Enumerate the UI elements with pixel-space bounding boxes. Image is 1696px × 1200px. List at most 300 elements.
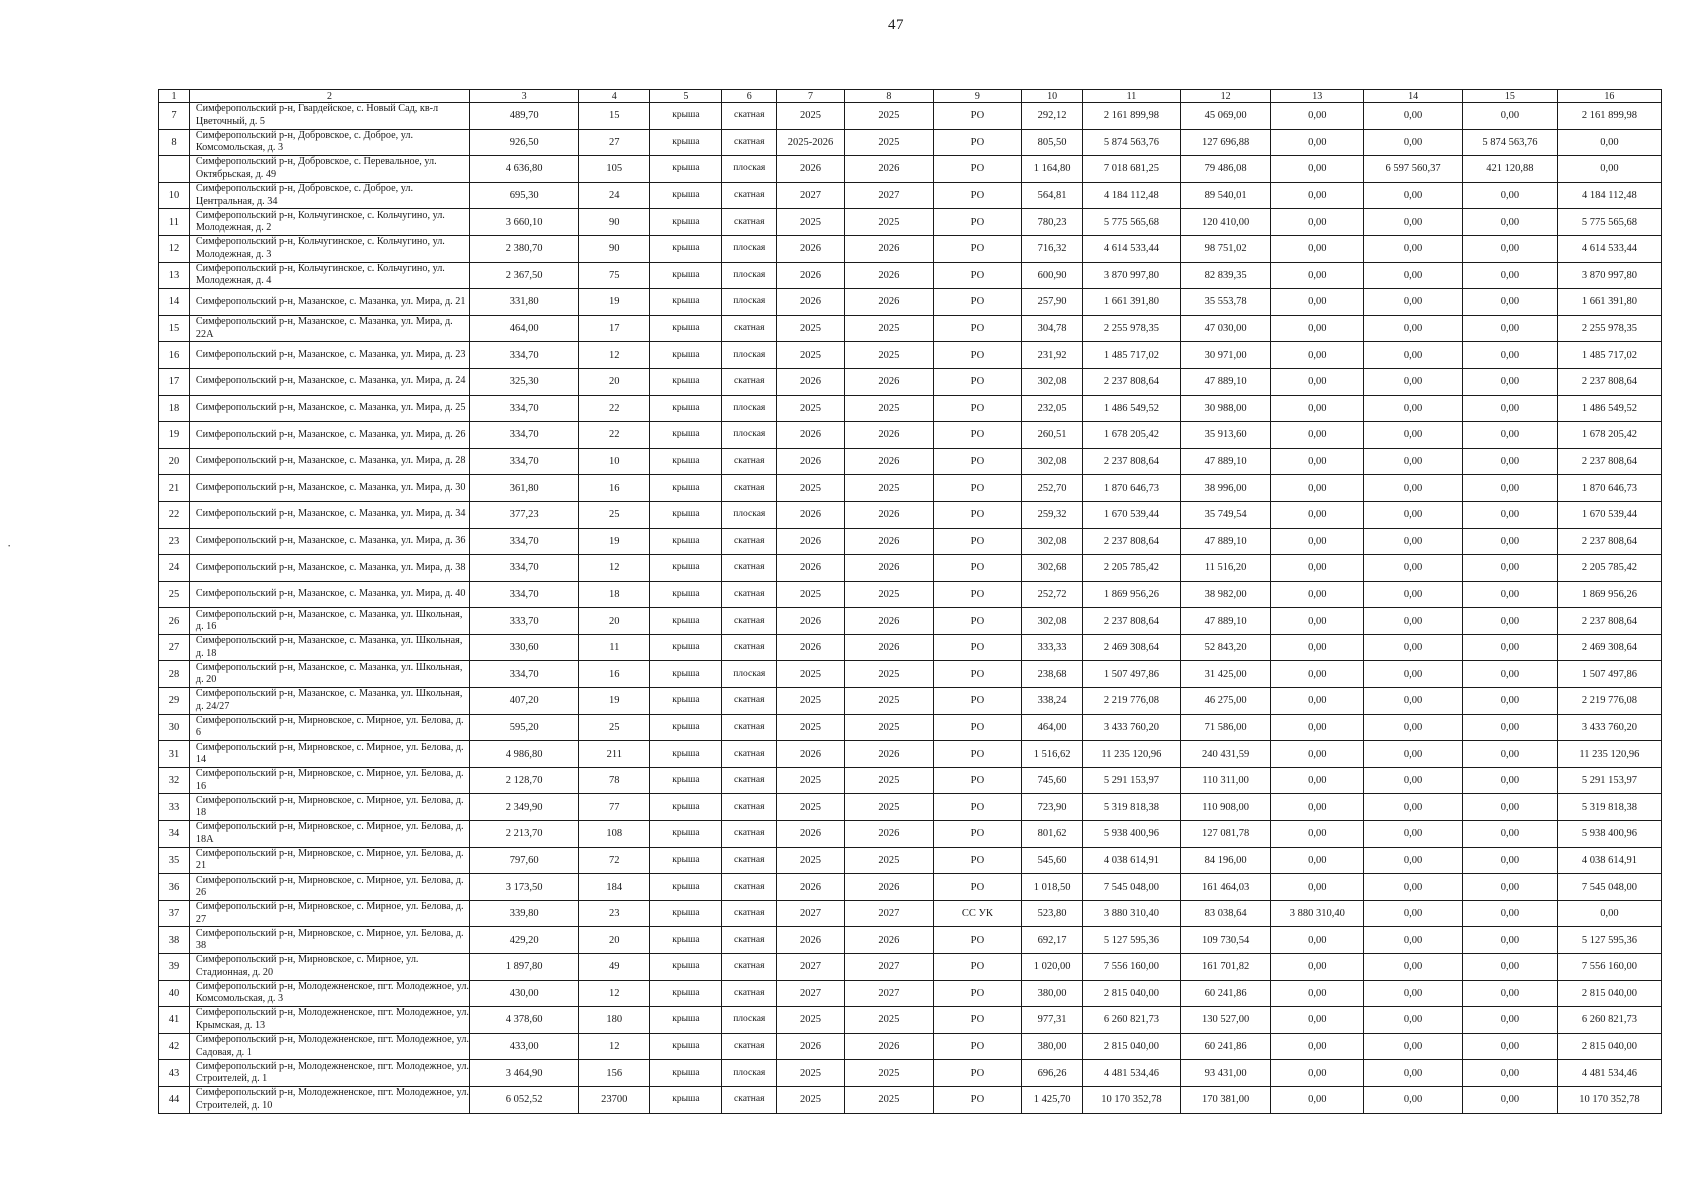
table-cell: 0,00 bbox=[1463, 741, 1558, 768]
address-cell: Симферопольский р-н, Мазанское, с. Мазанка, ул. Мира, д. 40 bbox=[189, 581, 469, 608]
table-cell: 464,00 bbox=[470, 315, 579, 342]
table-cell: 0,00 bbox=[1463, 954, 1558, 981]
table-cell: крыша bbox=[650, 475, 722, 502]
table-cell: 2026 bbox=[845, 368, 934, 395]
table-cell: крыша bbox=[650, 182, 722, 209]
address-cell: Симферопольский р-н, Мирновское, с. Мирное, ул. Белова, д. 18 bbox=[189, 794, 469, 821]
table-cell: 2026 bbox=[777, 741, 845, 768]
table-cell: 797,60 bbox=[470, 847, 579, 874]
table-cell: 0,00 bbox=[1271, 475, 1364, 502]
table-cell: РО bbox=[933, 741, 1022, 768]
table-row bbox=[159, 954, 1662, 981]
column-header: 14 bbox=[1364, 90, 1463, 103]
table-cell: крыша bbox=[650, 262, 722, 289]
table-cell: 0,00 bbox=[1271, 741, 1364, 768]
column-header: 13 bbox=[1271, 90, 1364, 103]
table-cell: 545,60 bbox=[1022, 847, 1083, 874]
table-cell: 0,00 bbox=[1463, 368, 1558, 395]
table-cell: 780,23 bbox=[1022, 209, 1083, 236]
table-cell: 38 996,00 bbox=[1180, 475, 1271, 502]
table-cell: 32 bbox=[159, 767, 190, 794]
table-cell: 2 237 808,64 bbox=[1557, 448, 1661, 475]
table-cell: 0,00 bbox=[1271, 528, 1364, 555]
table-cell: крыша bbox=[650, 448, 722, 475]
table-cell: 377,23 bbox=[470, 501, 579, 528]
address-cell: Симферопольский р-н, Мазанское, с. Мазанка, ул. Мира, д. 24 bbox=[189, 368, 469, 395]
table-cell: 15 bbox=[579, 103, 650, 130]
table-cell: 0,00 bbox=[1463, 262, 1558, 289]
table-cell: РО bbox=[933, 1007, 1022, 1034]
table-cell: 2 219 776,08 bbox=[1082, 688, 1180, 715]
table-cell: 110 311,00 bbox=[1180, 767, 1271, 794]
table-cell: 304,78 bbox=[1022, 315, 1083, 342]
table-cell: плоская bbox=[722, 262, 777, 289]
table-cell: 72 bbox=[579, 847, 650, 874]
table-cell: РО bbox=[933, 608, 1022, 635]
table-cell: 2 815 040,00 bbox=[1557, 1033, 1661, 1060]
table-cell: 7 556 160,00 bbox=[1557, 954, 1661, 981]
table-cell: 0,00 bbox=[1271, 209, 1364, 236]
table-cell: 0,00 bbox=[1364, 794, 1463, 821]
table-cell: скатная bbox=[722, 315, 777, 342]
table-cell: 339,80 bbox=[470, 900, 579, 927]
table-cell: 2025 bbox=[777, 395, 845, 422]
table-cell: 10 bbox=[579, 448, 650, 475]
table-cell: крыша bbox=[650, 847, 722, 874]
table-cell: РО bbox=[933, 475, 1022, 502]
table-cell: 2025 bbox=[845, 209, 934, 236]
table-cell: 2 469 308,64 bbox=[1557, 634, 1661, 661]
table-cell: 2027 bbox=[845, 954, 934, 981]
table-cell: 108 bbox=[579, 821, 650, 848]
table-cell: 0,00 bbox=[1463, 1033, 1558, 1060]
table-cell: 0,00 bbox=[1271, 555, 1364, 582]
table-cell: 0,00 bbox=[1271, 688, 1364, 715]
table-cell: 0,00 bbox=[1364, 634, 1463, 661]
table-cell: крыша bbox=[650, 528, 722, 555]
table-cell: 2 219 776,08 bbox=[1557, 688, 1661, 715]
column-header: 16 bbox=[1557, 90, 1661, 103]
table-cell: РО bbox=[933, 182, 1022, 209]
table-cell: скатная bbox=[722, 1086, 777, 1113]
table-cell: 2025 bbox=[777, 794, 845, 821]
table-cell: 0,00 bbox=[1364, 368, 1463, 395]
table-cell: 2025 bbox=[845, 661, 934, 688]
table-cell: 0,00 bbox=[1364, 767, 1463, 794]
table-cell: крыша bbox=[650, 103, 722, 130]
table-cell: 2025 bbox=[777, 688, 845, 715]
table-cell: 79 486,08 bbox=[1180, 156, 1271, 183]
table-cell: скатная bbox=[722, 448, 777, 475]
table-cell: 35 749,54 bbox=[1180, 501, 1271, 528]
table-cell: 93 431,00 bbox=[1180, 1060, 1271, 1087]
table-cell: 43 bbox=[159, 1060, 190, 1087]
table-cell: 36 bbox=[159, 874, 190, 901]
address-cell: Симферопольский р-н, Мазанское, с. Мазанка, ул. Мира, д. 26 bbox=[189, 422, 469, 449]
table-cell: 0,00 bbox=[1463, 1086, 1558, 1113]
table-cell: 71 586,00 bbox=[1180, 714, 1271, 741]
table-cell: крыша bbox=[650, 874, 722, 901]
column-header: 3 bbox=[470, 90, 579, 103]
table-row bbox=[159, 714, 1662, 741]
table-cell: 0,00 bbox=[1364, 262, 1463, 289]
table-cell: крыша bbox=[650, 741, 722, 768]
table-cell: 17 bbox=[579, 315, 650, 342]
table-cell: 2025 bbox=[777, 847, 845, 874]
table-cell: скатная bbox=[722, 767, 777, 794]
table-cell: РО bbox=[933, 422, 1022, 449]
table-cell: плоская bbox=[722, 661, 777, 688]
table-cell: 5 291 153,97 bbox=[1557, 767, 1661, 794]
table-cell: 0,00 bbox=[1271, 182, 1364, 209]
table-cell: 2 128,70 bbox=[470, 767, 579, 794]
table-cell: РО bbox=[933, 1060, 1022, 1087]
table-row bbox=[159, 528, 1662, 555]
table-cell: 12 bbox=[579, 1033, 650, 1060]
table-cell: 109 730,54 bbox=[1180, 927, 1271, 954]
table-cell: 0,00 bbox=[1364, 714, 1463, 741]
table-cell: 7 bbox=[159, 103, 190, 130]
table-cell: 25 bbox=[579, 501, 650, 528]
table-cell: 0,00 bbox=[1364, 103, 1463, 130]
table-row bbox=[159, 235, 1662, 262]
table-cell: скатная bbox=[722, 980, 777, 1007]
table-row bbox=[159, 129, 1662, 156]
table-cell: 0,00 bbox=[1463, 448, 1558, 475]
table-cell: 2025 bbox=[777, 209, 845, 236]
table-cell: 0,00 bbox=[1463, 608, 1558, 635]
table-cell: РО bbox=[933, 1033, 1022, 1060]
table-cell: 18 bbox=[579, 581, 650, 608]
table-cell: РО bbox=[933, 289, 1022, 316]
table-cell: 0,00 bbox=[1271, 821, 1364, 848]
table-cell: скатная bbox=[722, 927, 777, 954]
table-cell: 0,00 bbox=[1364, 1086, 1463, 1113]
table-cell: 595,20 bbox=[470, 714, 579, 741]
table-cell: 0,00 bbox=[1271, 1086, 1364, 1113]
table-cell: крыша bbox=[650, 395, 722, 422]
table-cell: 47 889,10 bbox=[1180, 448, 1271, 475]
table-cell: 4 481 534,46 bbox=[1082, 1060, 1180, 1087]
table-cell: 0,00 bbox=[1463, 501, 1558, 528]
table-cell: скатная bbox=[722, 581, 777, 608]
table-cell: 0,00 bbox=[1364, 661, 1463, 688]
column-header: 10 bbox=[1022, 90, 1083, 103]
table-cell: 20 bbox=[159, 448, 190, 475]
address-cell: Симферопольский р-н, Мирновское, с. Мирное, ул. Белова, д. 27 bbox=[189, 900, 469, 927]
table-row bbox=[159, 927, 1662, 954]
table-cell: 0,00 bbox=[1364, 954, 1463, 981]
table-cell: 2026 bbox=[777, 422, 845, 449]
table-cell: 0,00 bbox=[1271, 608, 1364, 635]
table-cell: РО bbox=[933, 103, 1022, 130]
table-cell: 0,00 bbox=[1463, 528, 1558, 555]
table-row bbox=[159, 1086, 1662, 1113]
table-cell: 2025 bbox=[845, 103, 934, 130]
table-cell: 2026 bbox=[845, 741, 934, 768]
table-cell: 22 bbox=[579, 422, 650, 449]
table-cell: РО bbox=[933, 342, 1022, 369]
table-cell: крыша bbox=[650, 821, 722, 848]
table-cell: РО bbox=[933, 688, 1022, 715]
table-cell: РО bbox=[933, 794, 1022, 821]
table-cell: крыша bbox=[650, 342, 722, 369]
table-cell: 1 670 539,44 bbox=[1557, 501, 1661, 528]
table-row bbox=[159, 1060, 1662, 1087]
table-cell: 2026 bbox=[845, 1033, 934, 1060]
table-cell: 0,00 bbox=[1271, 315, 1364, 342]
table-cell: 20 bbox=[579, 927, 650, 954]
address-cell: Симферопольский р-н, Мазанское, с. Мазанка, ул. Мира, д. 23 bbox=[189, 342, 469, 369]
table-cell: 0,00 bbox=[1364, 1007, 1463, 1034]
table-cell: 2 213,70 bbox=[470, 821, 579, 848]
table-cell: плоская bbox=[722, 342, 777, 369]
table-cell: 31 bbox=[159, 741, 190, 768]
table-cell: 2026 bbox=[777, 528, 845, 555]
table-cell: 805,50 bbox=[1022, 129, 1083, 156]
table-cell: 0,00 bbox=[1271, 235, 1364, 262]
table-cell: 83 038,64 bbox=[1180, 900, 1271, 927]
table-cell: 3 870 997,80 bbox=[1557, 262, 1661, 289]
table-cell: 0,00 bbox=[1271, 262, 1364, 289]
table-cell: 1 020,00 bbox=[1022, 954, 1083, 981]
table-cell: крыша bbox=[650, 927, 722, 954]
address-cell: Симферопольский р-н, Кольчугинское, с. Кольчугино, ул. Молодежная, д. 2 bbox=[189, 209, 469, 236]
table-row bbox=[159, 103, 1662, 130]
table-cell: 0,00 bbox=[1271, 927, 1364, 954]
table-cell: 1 661 391,80 bbox=[1557, 289, 1661, 316]
table-cell: скатная bbox=[722, 688, 777, 715]
table-cell: 0,00 bbox=[1463, 182, 1558, 209]
table-cell: 10 bbox=[159, 182, 190, 209]
table-cell: 334,70 bbox=[470, 528, 579, 555]
table-cell: 4 378,60 bbox=[470, 1007, 579, 1034]
address-cell: Симферопольский р-н, Мазанское, с. Мазанка, ул. Мира, д. 25 bbox=[189, 395, 469, 422]
table-cell: скатная bbox=[722, 847, 777, 874]
table-row bbox=[159, 182, 1662, 209]
table-cell: 31 425,00 bbox=[1180, 661, 1271, 688]
table-cell: 211 bbox=[579, 741, 650, 768]
table-cell: 1 425,70 bbox=[1022, 1086, 1083, 1113]
table-cell: 38 bbox=[159, 927, 190, 954]
table-cell: 89 540,01 bbox=[1180, 182, 1271, 209]
table-cell: РО bbox=[933, 954, 1022, 981]
address-cell: Симферопольский р-н, Мирновское, с. Мирное, ул. Белова, д. 38 bbox=[189, 927, 469, 954]
table-cell: 161 701,82 bbox=[1180, 954, 1271, 981]
table-cell: 2 255 978,35 bbox=[1557, 315, 1661, 342]
address-cell: Симферопольский р-н, Мирновское, с. Мирное, ул. Белова, д. 18А bbox=[189, 821, 469, 848]
table-cell: 600,90 bbox=[1022, 262, 1083, 289]
address-cell: Симферопольский р-н, Мазанское, с. Мазанка, ул. Школьная, д. 24/27 bbox=[189, 688, 469, 715]
table-cell: 0,00 bbox=[1463, 847, 1558, 874]
table-cell: 4 184 112,48 bbox=[1082, 182, 1180, 209]
address-cell: Симферопольский р-н, Мазанское, с. Мазанка, ул. Мира, д. 34 bbox=[189, 501, 469, 528]
table-cell: 716,32 bbox=[1022, 235, 1083, 262]
table-cell: 0,00 bbox=[1364, 475, 1463, 502]
column-header: 11 bbox=[1082, 90, 1180, 103]
table-cell: 0,00 bbox=[1463, 900, 1558, 927]
column-header: 6 bbox=[722, 90, 777, 103]
table-cell: 21 bbox=[159, 475, 190, 502]
column-header: 1 bbox=[159, 90, 190, 103]
table-cell: крыша bbox=[650, 900, 722, 927]
table-cell: 41 bbox=[159, 1007, 190, 1034]
table-cell: 302,08 bbox=[1022, 608, 1083, 635]
table-cell: 745,60 bbox=[1022, 767, 1083, 794]
table-cell: 0,00 bbox=[1364, 688, 1463, 715]
table-cell: 35 bbox=[159, 847, 190, 874]
table-cell: скатная bbox=[722, 794, 777, 821]
table-cell: 11 bbox=[159, 209, 190, 236]
table-cell: 692,17 bbox=[1022, 927, 1083, 954]
table-cell: 2027 bbox=[777, 980, 845, 1007]
table-cell: 11 235 120,96 bbox=[1557, 741, 1661, 768]
table-cell: 0,00 bbox=[1557, 156, 1661, 183]
table-cell: 127 081,78 bbox=[1180, 821, 1271, 848]
table-cell: 4 986,80 bbox=[470, 741, 579, 768]
table-cell: 302,08 bbox=[1022, 368, 1083, 395]
table-cell: 334,70 bbox=[470, 555, 579, 582]
address-cell: Симферопольский р-н, Мазанское, с. Мазанка, ул. Школьная, д. 18 bbox=[189, 634, 469, 661]
table-cell: 0,00 bbox=[1364, 422, 1463, 449]
table-cell: 7 556 160,00 bbox=[1082, 954, 1180, 981]
table-cell: 1 507 497,86 bbox=[1082, 661, 1180, 688]
table-cell: 2 349,90 bbox=[470, 794, 579, 821]
table-cell: 1 870 646,73 bbox=[1557, 475, 1661, 502]
table-cell: 44 bbox=[159, 1086, 190, 1113]
table-cell: 334,70 bbox=[470, 661, 579, 688]
table-row bbox=[159, 634, 1662, 661]
table-cell: скатная bbox=[722, 821, 777, 848]
table-cell: 2 237 808,64 bbox=[1557, 608, 1661, 635]
table-cell: 13 bbox=[159, 262, 190, 289]
table-cell: 2025-2026 bbox=[777, 129, 845, 156]
table-cell: 2 205 785,42 bbox=[1557, 555, 1661, 582]
table-cell: 25 bbox=[159, 581, 190, 608]
table-cell: 42 bbox=[159, 1033, 190, 1060]
address-cell: Симферопольский р-н, Мазанское, с. Мазанка, ул. Мира, д. 21 bbox=[189, 289, 469, 316]
table-cell: 19 bbox=[579, 688, 650, 715]
register-table bbox=[158, 89, 1662, 1114]
table-cell: 0,00 bbox=[1271, 714, 1364, 741]
address-cell: Симферопольский р-н, Мазанское, с. Мазанка, ул. Школьная, д. 16 bbox=[189, 608, 469, 635]
table-cell: РО bbox=[933, 528, 1022, 555]
table-cell: 0,00 bbox=[1271, 501, 1364, 528]
table-cell: 2025 bbox=[845, 129, 934, 156]
table-cell: 0,00 bbox=[1271, 1007, 1364, 1034]
table-cell: 16 bbox=[159, 342, 190, 369]
table-cell: 0,00 bbox=[1271, 103, 1364, 130]
table-cell: 2026 bbox=[777, 235, 845, 262]
table-cell: РО bbox=[933, 315, 1022, 342]
table-cell: 0,00 bbox=[1463, 688, 1558, 715]
table-cell: 52 843,20 bbox=[1180, 634, 1271, 661]
table-cell: 30 971,00 bbox=[1180, 342, 1271, 369]
table-cell: 2026 bbox=[777, 156, 845, 183]
table-cell: 4 038 614,91 bbox=[1082, 847, 1180, 874]
table-cell: 10 170 352,78 bbox=[1557, 1086, 1661, 1113]
table-cell: 2025 bbox=[845, 315, 934, 342]
address-cell: Симферопольский р-н, Мирновское, с. Мирное, ул. Стадионная, д. 20 bbox=[189, 954, 469, 981]
table-row bbox=[159, 980, 1662, 1007]
table-cell: 90 bbox=[579, 209, 650, 236]
table-cell: 6 260 821,73 bbox=[1082, 1007, 1180, 1034]
table-cell: 2027 bbox=[845, 182, 934, 209]
table-cell: РО bbox=[933, 555, 1022, 582]
address-cell: Симферопольский р-н, Молодежненское, пгт. Молодежное, ул. Крымская, д. 13 bbox=[189, 1007, 469, 1034]
table-cell: 11 516,20 bbox=[1180, 555, 1271, 582]
table-cell: 2 237 808,64 bbox=[1082, 528, 1180, 555]
table-cell: 3 173,50 bbox=[470, 874, 579, 901]
table-cell: 0,00 bbox=[1463, 661, 1558, 688]
table-cell: 232,05 bbox=[1022, 395, 1083, 422]
table-cell: 0,00 bbox=[1364, 847, 1463, 874]
table-cell: 20 bbox=[579, 368, 650, 395]
table-cell: 2025 bbox=[845, 847, 934, 874]
address-cell: Симферопольский р-н, Молодежненское, пгт. Молодежное, ул. Комсомольская, д. 3 bbox=[189, 980, 469, 1007]
table-cell: 2026 bbox=[777, 608, 845, 635]
table-cell: 1 661 391,80 bbox=[1082, 289, 1180, 316]
page-number: 47 bbox=[888, 17, 904, 33]
table-cell: 2025 bbox=[845, 1060, 934, 1087]
table-cell: 2 380,70 bbox=[470, 235, 579, 262]
table-cell: 0,00 bbox=[1271, 1060, 1364, 1087]
table-cell: 0,00 bbox=[1364, 900, 1463, 927]
table-cell: 3 433 760,20 bbox=[1082, 714, 1180, 741]
table-cell: крыша bbox=[650, 980, 722, 1007]
table-row bbox=[159, 262, 1662, 289]
table-cell: 2025 bbox=[777, 342, 845, 369]
table-cell: 19 bbox=[579, 528, 650, 555]
address-cell: Симферопольский р-н, Мазанское, с. Мазанка, ул. Мира, д. 36 bbox=[189, 528, 469, 555]
table-cell: 238,68 bbox=[1022, 661, 1083, 688]
table-cell: плоская bbox=[722, 395, 777, 422]
table-cell: плоская bbox=[722, 235, 777, 262]
table-cell: 0,00 bbox=[1271, 954, 1364, 981]
table-cell: РО bbox=[933, 581, 1022, 608]
table-cell: 2025 bbox=[845, 1007, 934, 1034]
table-cell: плоская bbox=[722, 1060, 777, 1087]
table-cell: 29 bbox=[159, 688, 190, 715]
table-cell: 0,00 bbox=[1463, 289, 1558, 316]
table-cell: 977,31 bbox=[1022, 1007, 1083, 1034]
table-cell: 0,00 bbox=[1463, 714, 1558, 741]
table-cell: 723,90 bbox=[1022, 794, 1083, 821]
table-cell: 2026 bbox=[845, 156, 934, 183]
table-cell: 16 bbox=[579, 475, 650, 502]
table-cell: 0,00 bbox=[1463, 980, 1558, 1007]
table-cell: 7 545 048,00 bbox=[1557, 874, 1661, 901]
table-cell: 2027 bbox=[845, 900, 934, 927]
table-cell: 2025 bbox=[777, 103, 845, 130]
table-cell: 90 bbox=[579, 235, 650, 262]
table-cell: скатная bbox=[722, 714, 777, 741]
table-cell: РО bbox=[933, 847, 1022, 874]
table-cell: 105 bbox=[579, 156, 650, 183]
table-cell: 0,00 bbox=[1364, 182, 1463, 209]
table-cell: 2026 bbox=[845, 501, 934, 528]
table-cell: 0,00 bbox=[1463, 395, 1558, 422]
table-cell: 0,00 bbox=[1271, 448, 1364, 475]
table-cell: 6 052,52 bbox=[470, 1086, 579, 1113]
table-cell: 22 bbox=[159, 501, 190, 528]
table-cell: 82 839,35 bbox=[1180, 262, 1271, 289]
table-cell: РО bbox=[933, 661, 1022, 688]
table-cell: 0,00 bbox=[1364, 980, 1463, 1007]
table-cell: 0,00 bbox=[1463, 1060, 1558, 1087]
table-cell: 1 486 549,52 bbox=[1557, 395, 1661, 422]
table-cell: 37 bbox=[159, 900, 190, 927]
